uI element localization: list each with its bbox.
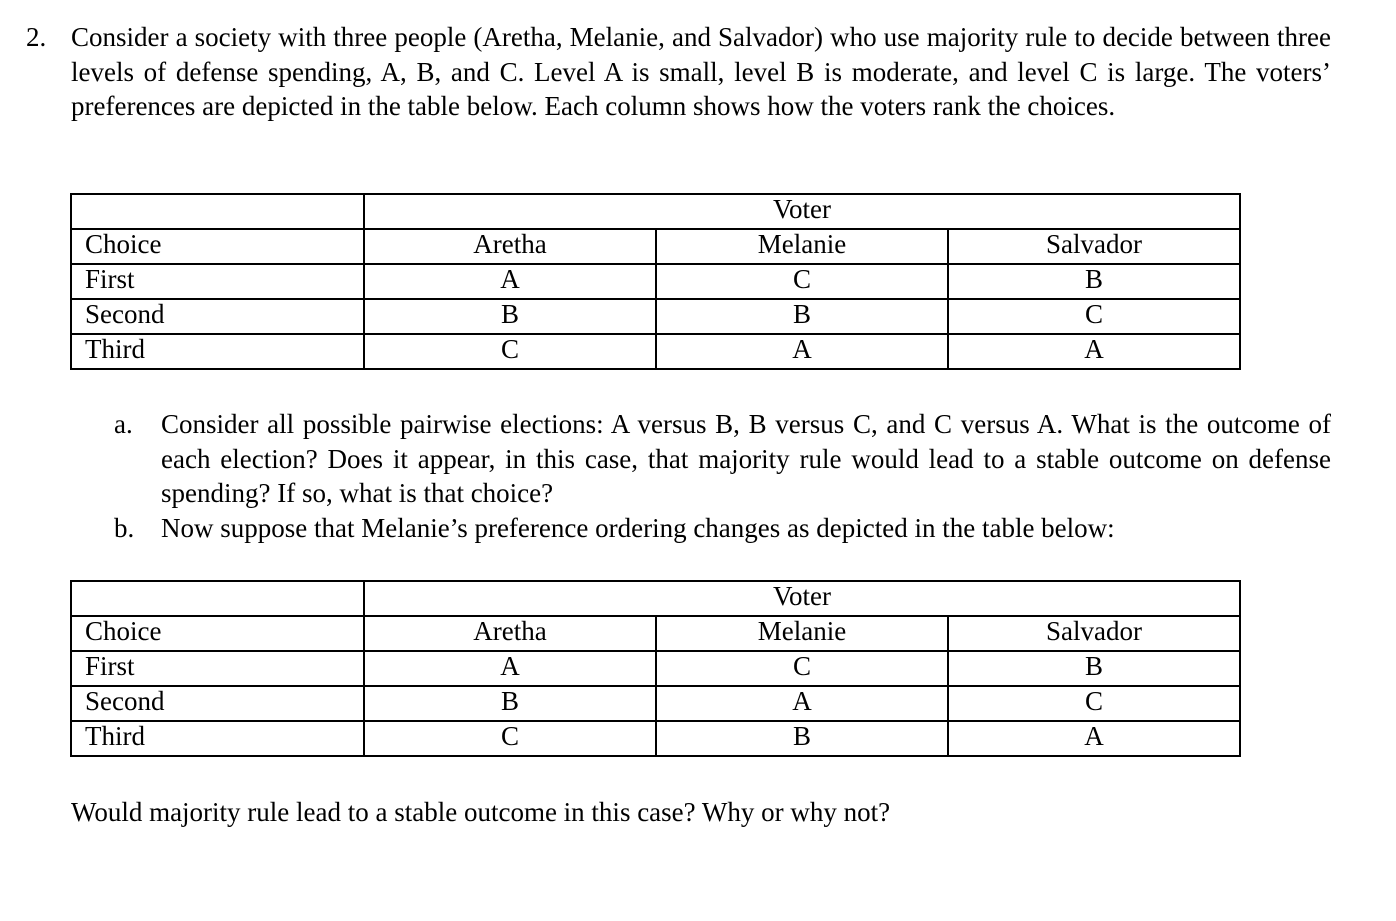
- table-cell: C: [364, 721, 656, 756]
- table-cell: B: [948, 264, 1240, 299]
- table-cell: C: [948, 686, 1240, 721]
- voter-group-header: Voter: [364, 194, 1240, 229]
- column-header: Melanie: [656, 616, 948, 651]
- part-b-text: Now suppose that Melanie’s preference ordering changes as depicted in the table below:: [161, 513, 1115, 543]
- table-row: [71, 299, 1240, 334]
- table-cell: C: [656, 651, 948, 686]
- closing-question: Would majority rule lead to a stable outcome in this case? Why or why not?: [71, 797, 891, 827]
- row-label: First: [71, 264, 364, 299]
- table-cell: C: [948, 299, 1240, 334]
- table-cell: A: [656, 334, 948, 369]
- part-a-text: Consider all possible pairwise elections: A versus B, B versus C, and C versus A. What is the outcome of each election? Does it appear, in this case, that majority rule would lead to a stable outcome on defense spending? If so, what is that choice?: [161, 409, 1331, 508]
- column-header: Choice: [71, 616, 364, 651]
- table-cell: B: [656, 299, 948, 334]
- voter-group-header: Voter: [364, 581, 1240, 616]
- table-cell: A: [656, 686, 948, 721]
- row-label: Second: [71, 299, 364, 334]
- row-label: Third: [71, 334, 364, 369]
- column-header: Choice: [71, 229, 364, 264]
- column-header: Aretha: [364, 229, 656, 264]
- table-row: [71, 581, 1240, 616]
- table-cell: B: [656, 721, 948, 756]
- table-cell: B: [364, 299, 656, 334]
- table-header-row: [71, 229, 1240, 264]
- column-header: Salvador: [948, 616, 1240, 651]
- table-cell: B: [948, 651, 1240, 686]
- table-cell: C: [656, 264, 948, 299]
- column-header: Salvador: [948, 229, 1240, 264]
- question-intro: Consider a society with three people (Aretha, Melanie, and Salvador) who use majority rule to decide between three levels of defense spending, A, B, and C. Level A is small, level B is moderate, and level C is large. The voters’ preferences are depicted in the table below. Each column shows how the voters rank the choices.: [71, 22, 1331, 121]
- row-label: Third: [71, 721, 364, 756]
- row-label: First: [71, 651, 364, 686]
- table-cell: [71, 194, 364, 229]
- table-cell: A: [364, 264, 656, 299]
- table-cell: B: [364, 686, 656, 721]
- table-cell: [71, 581, 364, 616]
- table-row: [71, 721, 1240, 756]
- table-header-row: [71, 616, 1240, 651]
- table-cell: A: [364, 651, 656, 686]
- column-header: Melanie: [656, 229, 948, 264]
- table-cell: A: [948, 334, 1240, 369]
- table-row: [71, 686, 1240, 721]
- table-cell: A: [948, 721, 1240, 756]
- table-row: [71, 334, 1240, 369]
- preference-table-2: [70, 580, 1241, 757]
- table-cell: C: [364, 334, 656, 369]
- question-number: 2.: [26, 22, 47, 52]
- table-row: [71, 264, 1240, 299]
- table-row: [71, 651, 1240, 686]
- table-row: [71, 194, 1240, 229]
- row-label: Second: [71, 686, 364, 721]
- part-b-label: b.: [114, 513, 135, 543]
- part-a-label: a.: [114, 409, 133, 439]
- preference-table-1: [70, 193, 1241, 370]
- column-header: Aretha: [364, 616, 656, 651]
